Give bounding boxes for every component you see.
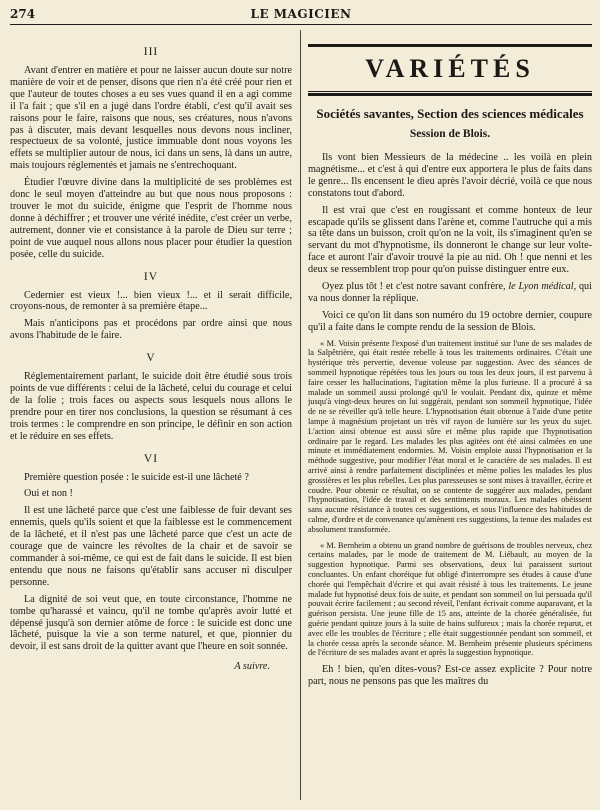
- paragraph: Réglementairement parlant, le suicide doit être étudié sous trois points de vue différents : celui de la lâcheté, celui du courage et celui de la folie ; trois faces ou aspects sous lesquels nous allons le prendre pour en tirer nos conclusions, la question se résumant à ces trois termes : le comprendre en son principe, le définir en son action et le réduire en ses effets.: [10, 371, 292, 442]
- paragraph: Eh ! bien, qu'en dites-vous? Est-ce assez explicite ? Pour notre part, nous ne pensons pas que les maîtres du: [308, 664, 592, 688]
- column-divider: [300, 30, 301, 800]
- paragraph: Ils vont bien Messieurs de la médecine .. les voilà en plein magnétisme... et c'est à qui d'entre eux apportera le plus de faits dans le genre... Ils encensent le dieu après l'avoir décrié, voilà ce que nous constatons tout d'abord.: [308, 152, 592, 199]
- journal-title: LE MAGICIEN: [250, 7, 352, 21]
- section-number-iii: III: [143, 46, 159, 58]
- paragraph: Oui et non !: [24, 488, 73, 500]
- paragraph: Voici ce qu'on lit dans son numéro du 19 octobre dernier, coupure qu'il a faite dans le compte rendu de la session de Blois.: [308, 309, 592, 333]
- article-title: Sociétés savantes, Section des sciences médicales: [316, 106, 584, 121]
- page-number: 274: [10, 7, 36, 21]
- to-be-continued: A suivre.: [234, 661, 270, 673]
- left-column: [10, 34, 292, 804]
- paragraph: La dignité de soi veut que, en toute circonstance, l'homme ne tombe qu'harassé et vaincu, qu'il ne tombe qu'après avoir lutté et dépensé jusqu'à son dernier atôme de force : le suicide est donc une lâcheté, puisque la vie a son terme naturel, et que, pionnier du devoir, il est sans droit de la quitter avant que l'heure en soit sonnée.: [10, 593, 292, 653]
- right-column: [308, 34, 592, 804]
- journal-name: le Lyon médical: [508, 281, 574, 293]
- banner-title: VARIÉTÉS: [365, 54, 535, 83]
- section-number-vi: VI: [143, 452, 159, 465]
- section-number-iv: IV: [143, 270, 159, 283]
- paragraph: Il est vrai que c'est en rougissant et comme honteux de leur escapade qu'ils se glissent dans l'arène et, comme l'autruche qui a mis sa tête dans un buisson, croit qu'on ne la voit, ils s'imaginent qu'en se servant du mot d'hypnotisme, ils donneront le change sur leur volte-face et auront l'air d'avoir trouvé la pie au nid. Oh ! que nenni et les deux se ressemblent trop pour qu'on puisse distinguer entre eux.: [308, 204, 592, 276]
- text-run: , qui va nous donner la réplique.: [308, 281, 592, 304]
- paragraph: Mais n'anticipons pas et procédons par ordre ainsi que nous avons l'habitude de le faire.: [10, 318, 292, 342]
- text-run: Oyez plus tôt ! et c'est notre savant confrère,: [322, 281, 509, 293]
- section-number-v: V: [146, 352, 156, 365]
- quoted-report: « M. Bernheim a obtenu un grand nombre de guérisons de troubles nerveux, chez certains malades, par le mode de traitement de M. Liébault, au moyen de la suggestion hypnotique. Parmi ses observations, deux lui paraissent surtout concluantes. Un enfant choréique fut obligé d'interrompre ses études à cause d'une chorée qui l'empêchait d'écrire et qui avait résisté à tous les traitements. Le jeune malade fut hypnotisé deux fois de suite, et pendant son sommeil on lui persuada qu'il pouvait écrire facilement ; au second réveil, l'enfant écrivait comme auparavant, et la guérison persista. Une jeune fille de 15 ans, atteinte de la chorée généralisée, fut guérie pendant quinze jours à la suite de bains sulfureux ; mais la chorée reparut, et avec elle les troubles de l'écriture ; elle était suggestionnée pendant son sommeil, et la chorée cessa après la seconde séance. M. Bernheim présente plusieurs spécimens de l'écriture de ses malades avant et après la suggestion hypnotique.: [308, 540, 592, 658]
- paragraph: Il est une lâcheté parce que c'est une faiblesse de fuir devant ses ennemis, quels qu'ils soient et que la faiblesse est le commencement de la lâcheté, et il n'est pas une lâcheté parce que c'est un acte de courage que de vaincre les révoltes de la chair et de savoir se commander à soi-même, ce qui est de fait dans le suicide. Il est bien entendu que nous ne faisons qu'établir sans accuser ni disculper personne.: [10, 505, 292, 588]
- paragraph: Étudier l'œuvre divine dans la multiplicité de ses problèmes est donc le seul moyen d'atteindre au but que nous nous proposons : trouver le mot du suicide, énigme que l'esprit de l'homme nous donne à déchiffrer ; et trouver une vérité inédite, c'est créer un verbe, autrement, donner vie et consistance à la parole de Dieu sur terre ; point de vue auquel nous allons nous placer pour étudier la question posée, celle du suicide.: [10, 177, 292, 260]
- section-banner: [308, 44, 592, 92]
- paragraph: Cedernier est vieux !... bien vieux !... et il serait difficile, croyons-nous, de remonter à sa première étape...: [10, 289, 292, 313]
- paragraph: [308, 281, 592, 305]
- quoted-report: « M. Voisin présente l'exposé d'un traitement institué sur l'une de ses malades de la Salpêtrière, qui était restée rebelle à tous les traitements ordinaires. C'était une hystérique très pervertie, devenue voleuse par suggestion. Avec des séances de sommeil hypnotique répétées tous les jours ou tous les deux jours, il est parvenu à faire cesser les hallucinations, l'agitation même la plus furieuse. Il a procuré à sa malade un sommeil aussi prolongé qu'il le voulait. Pendant dix, quinze et même jusqu'à vingt-deux heures on lui suggérait, pendant son sommeil hypnotique, l'idée de ne se réveiller qu'à telle heure. L'hypnotisation était obtenue à l'aide d'une petite lampe à magnésium projetant un très vif rayon de lumière sur les yeux du sujet. L'action ainsi obtenue est aussi sûre et même plus rapide que l'hypnotisation ordinaire par le regard. Les malades les plus agitées ont été ainsi calmées en une minute et immédiatement endormies. M. Voisin emploie aussi l'hypnotisation et la méthode suggestive, pour modifier l'état moral et le caractère de ses malades. Il est arrivé ainsi à rendre parfaitement disciplinées et même polies les malades les plus grossières et les plus rebelles. Les plus paresseuses se sont mises à travailler, écrire et coudre. Pour obtenir ce résultat, on se contente de suggérer aux malades, pendant l'hypnotisation, l'idée de travail et des sentiments moraux. Les malades obéissent sans aucune résistance à toutes ces suggestions, et sous l'influence des habitudes de calme, d'ordre et de convenance qu'amènent ces suggestions, la tenue des malades est absolument transformée.: [308, 338, 592, 534]
- article-subtitle: Session de Blois.: [409, 128, 491, 140]
- paragraph: Avant d'entrer en matière et pour ne laisser aucun doute sur notre manière de voir et de penser, disons que rien n'a été créé pour rien et que l'auteur de toutes choses a eu ses vues quand il en a agi comme il l'a fait ; que s'il en a jugé dans l'ordre établi, c'est qu'il avait ses raisons pour le faire, raisons que nous, ses créatures, nous n'avons pas à discuter, mais devant lesquelles nous devons nous incliner, respectueux de sa volonté, justice immuable dont nous voyons les effets se multiplier autour de nous, ici dans un sens, là dans un autre, mais toujours réglementés et jamais ne s'entrechoquant.: [10, 65, 292, 172]
- running-header: [10, 6, 592, 25]
- paragraph: Première question posée : le suicide est-il une lâcheté ?: [24, 471, 249, 483]
